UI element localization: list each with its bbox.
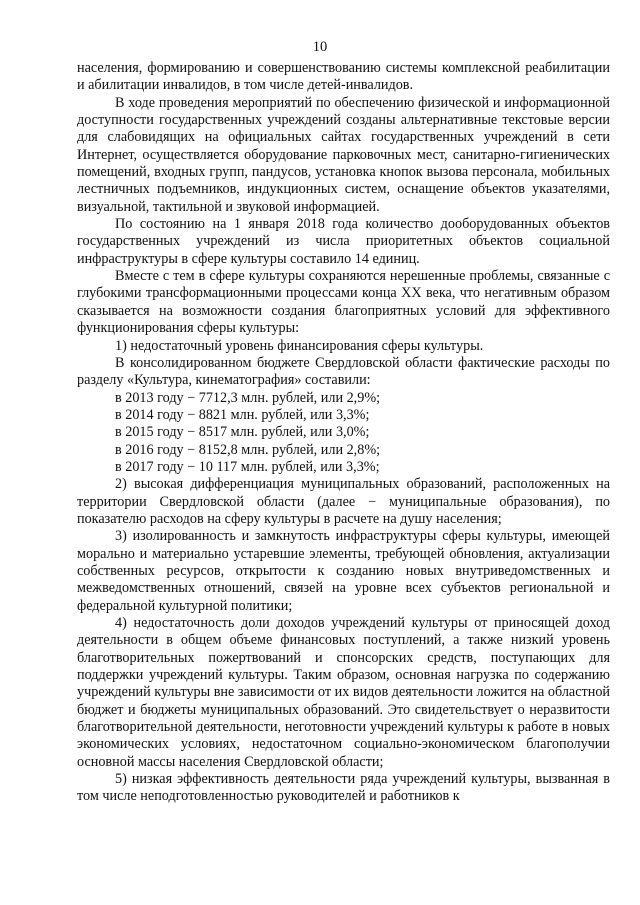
paragraph: в 2016 году − 8152,8 млн. рублей, или 2,8%; bbox=[115, 441, 381, 458]
paragraph: 5) низкая эффективность деятельности ряда учреждений культуры, вызванная в том числе неподготовленностью руководителей и работников к bbox=[77, 771, 610, 805]
paragraph: в 2017 году − 10 117 млн. рублей, или 3,3%; bbox=[115, 458, 380, 475]
paragraph: В консолидированном бюджете Свердловской области фактические расходы по разделу «Культура, кинематография» составили: bbox=[77, 354, 610, 389]
paragraph: в 2014 году − 8821 млн. рублей, или 3,3%; bbox=[115, 406, 370, 423]
paragraph: в 2015 году − 8517 млн. рублей, или 3,0%; bbox=[115, 424, 370, 441]
paragraph: По состоянию на 1 января 2018 года количество дооборудованных объектов государственных учреждений из числа приоритетных объектов социальной инфраструктуры в сфере культуры составило 14 единиц. bbox=[77, 216, 610, 267]
paragraph: В ходе проведения мероприятий по обеспечению физической и информационной доступности государственных учреждений созданы альтернативные текстовые версии для слабовидящих на официальных сайтах государственных учреждений в сети Интернет, осуществляется оборудование парковочных мест, санитарно-гигиенических помещений, входных групп, пандусов, установка кнопок вызова персонала, мобильных лестничных подъемников, индукционных систем, оснащение объектов указателями, визуальной, тактильной и звуковой информацией. bbox=[77, 94, 610, 215]
page-number: 10 bbox=[312, 39, 328, 55]
paragraph: 1) недостаточный уровень финансирования сферы культуры. bbox=[115, 337, 484, 354]
document-body bbox=[77, 60, 610, 806]
paragraph: 3) изолированность и замкнутость инфраструктуры сферы культуры, имеющей морально и материально устаревшие элементы, требующей обновления, актуализации собственных ресурсов, открытости к созданию новых внутриведомственных и межведомственных отношений, связей на уровне всех субъектов региональной и федеральной культурной политики; bbox=[77, 528, 610, 614]
paragraph: населения, формированию и совершенствованию системы комплексной реабилитации и абилитации инвалидов, в том числе детей-инвалидов. bbox=[77, 60, 610, 94]
paragraph: в 2013 году − 7712,3 млн. рублей, или 2,9%; bbox=[115, 389, 381, 406]
paragraph: 4) недостаточность доли доходов учреждений культуры от приносящей доход деятельности в общем объеме финансовых поступлений, а также низкий уровень благотворительных пожертвований и спонсорских средств, поступающих для поддержки учреждений культуры. Таким образом, основная нагрузка по содержанию учреждений культуры вне зависимости от их видов деятельности ложится на областной бюджет и бюджеты муниципальных образований. Это свидетельствует о неразвитости благотворительной деятельности, неготовности учреждений культуры к работе в новых экономических условиях, недостаточном социально-экономическом благополучии основной массы населения Свердловской области; bbox=[77, 615, 610, 770]
paragraph: Вместе с тем в сфере культуры сохраняются нерешенные проблемы, связанные с глубокими трансформационными процессами конца XX века, что негативным образом сказывается на возможности создания благоприятных условий для эффективного функционирования сферы культуры: bbox=[77, 268, 610, 337]
paragraph: 2) высокая дифференциация муниципальных образований, расположенных на территории Свердловской области (далее − муниципальные образования), по показателю расходов на сферу культуры в расчете на душу населения; bbox=[77, 476, 610, 527]
